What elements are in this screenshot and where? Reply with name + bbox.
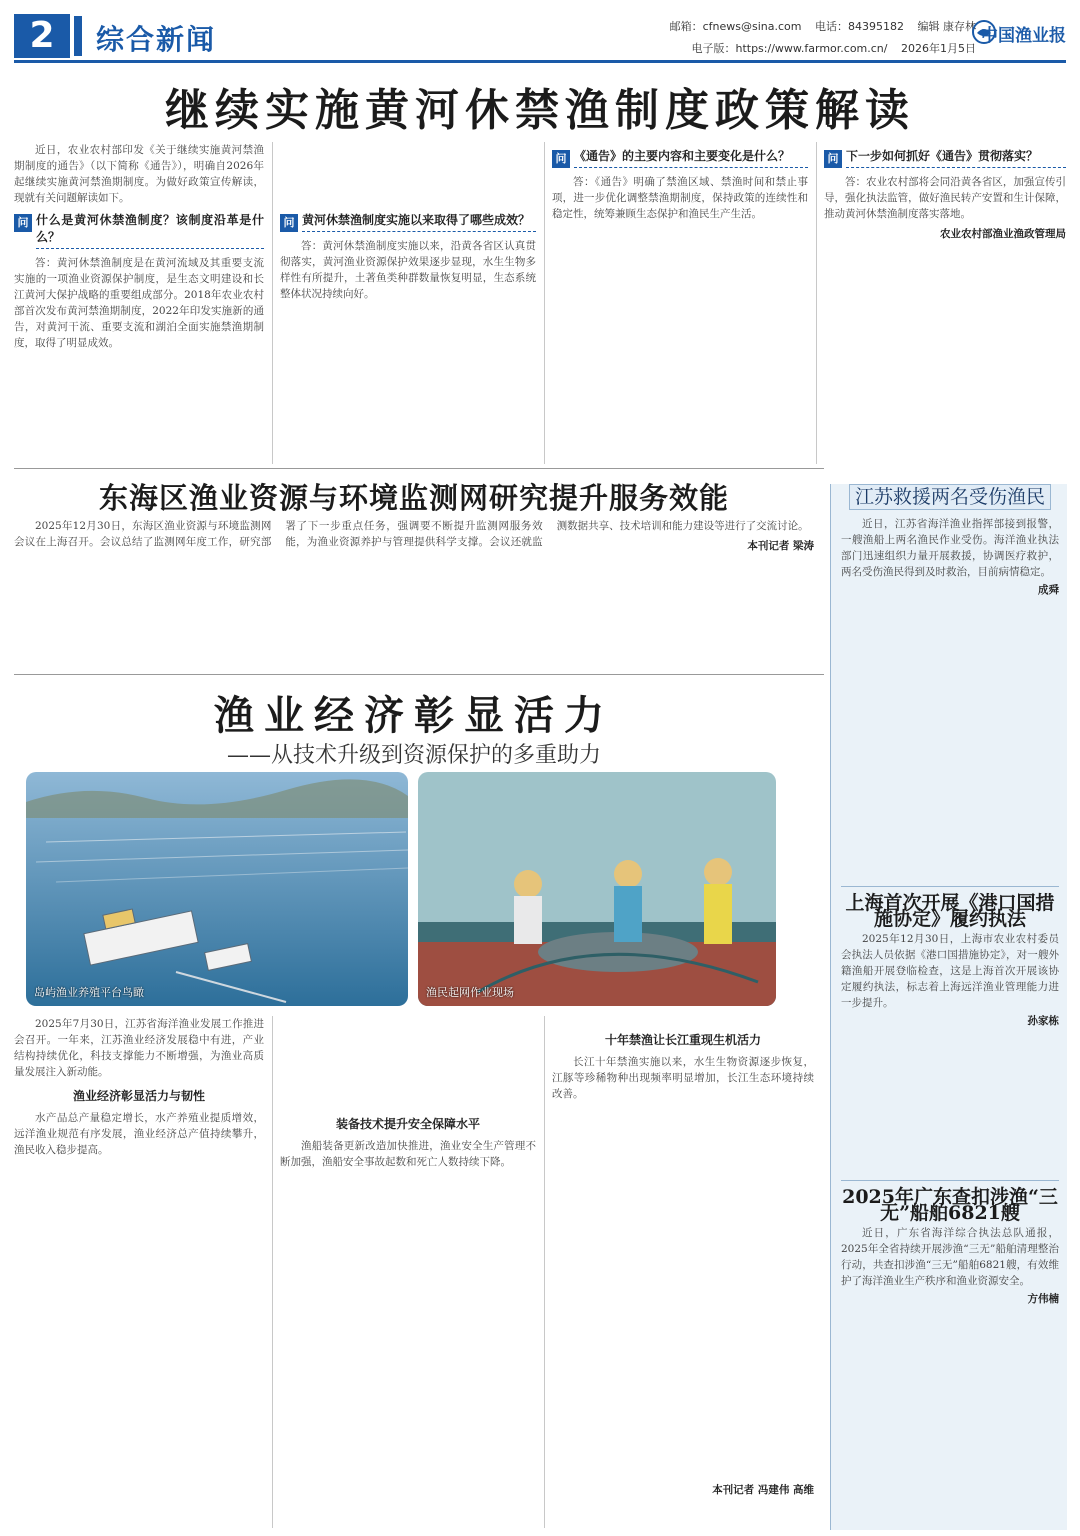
phone-text: 电话：84395182 [815,20,904,33]
feature-byline: 本刊记者 冯建伟 高维 [712,1484,814,1496]
feature-body: 渔船装备更新改造加快推进，渔业安全生产管理不断加强，渔船安全事故起数和死亡人数持续下降。 [280,1140,536,1168]
masthead [14,12,1066,60]
answer-text: 答：黄河休禁渔制度是在黄河流域及其重要支流实施的一项渔业资源保护制度，是生态文明建设和长江黄河大保护战略的重要组成部分。2018年农业农村部首次发布黄河禁渔期制度，2022年印发实施新的通告，对黄河干流、重要支流和湖泊全面实施禁渔期制度，取得了明显成效。 [14,257,264,349]
sidebar-author: 孙家栋 [1027,1015,1059,1027]
feature-body: 水产品总产量稳定增长，水产养殖业提质增效，远洋渔业规范有序发展，渔业经济总产值持续攀升，渔民收入稳步提高。 [14,1112,264,1156]
feature-intro: 2025年7月30日，江苏省海洋渔业发展工作推进会召开。一年来，江苏渔业经济发展稳中有进，产业结构持续优化，科技支撑能力不断增强，为渔业高质量发展注入新动能。 [14,1018,264,1078]
column-rule [272,1016,273,1528]
feature-subhead: 渔业经济彰显活力与韧性 [72,1089,205,1103]
masthead-rule [14,60,1066,63]
lead-column-1 [14,142,264,464]
photo-island-aquaculture [26,772,408,1006]
feature-column-2 [280,1016,536,1528]
question-1 [14,212,264,249]
sidebar-title: 2025年广东查扣涉渔“三无”船舶6821艘 [842,1186,1058,1224]
question-badge: 问 [14,214,32,232]
lead-column-3 [552,142,808,464]
sidebar-separator [841,886,1059,887]
question-4 [824,148,1066,168]
feature-column-3 [552,1016,814,1528]
question-text: 黄河休禁渔制度实施以来取得了哪些成效？ [302,212,536,232]
lead-column-4 [824,142,1066,464]
question-badge: 问 [280,214,298,232]
fishermen-image [418,772,776,1006]
section-divider [74,16,82,56]
paper-name: 中国渔业报 [981,26,1066,46]
question-text: 什么是黄河休禁渔制度？该制度沿革是什么？ [36,212,264,249]
photo-caption: 渔民起网作业现场 [426,986,514,999]
lead-column-2 [280,142,536,464]
contact-line [660,18,976,34]
feature-column-1 [14,1016,264,1528]
sidebar-item-guangdong [841,1174,1059,1307]
column-rule [544,1016,545,1528]
question-2 [280,212,536,232]
feature-body: 长江十年禁渔实施以来，水生生物资源逐步恢复，江豚等珍稀物种出现频率明显增加，长江生态环境持续改善。 [552,1056,814,1100]
epaper-link[interactable]: 电子版：https://www.farmor.com.cn/ [691,42,888,55]
feature-subhead: 装备技术提升安全保障水平 [335,1117,480,1131]
news-sidebar [830,484,1067,1530]
answer-text: 答：农业农村部将会同沿黄各省区，加强宣传引导，强化执法监管，做好渔民转产安置和生计保障，推动黄河休禁渔制度落实落地。 [824,176,1066,220]
question-text: 《通告》的主要内容和主要变化是什么？ [574,148,808,168]
edition-line [681,40,976,56]
section-divider-line [14,468,824,469]
date-text: 2026年1月5日 [901,42,976,55]
column-rule [272,142,273,464]
email-text: 邮箱：cfnews@sina.com [669,20,802,33]
page-number: 2 [14,14,70,58]
sidebar-author: 方伟楠 [1027,1293,1059,1305]
question-text: 下一步如何抓好《通告》贯彻落实？ [846,148,1066,168]
sidebar-title: 上海首次开展《港口国措施协定》履约执法 [845,892,1055,930]
island-aquaculture-image [26,772,408,1006]
sidebar-item-jiangsu [841,484,1059,598]
sidebar-body: 近日，广东省海洋综合执法总队通报，2025年全省持续开展涉渔“三无”船舶清理整治行动，共查扣涉渔“三无”船舶6821艘，有效维护了海洋渔业生产秩序和渔业资源安全。 [841,1227,1059,1287]
sidebar-author: 成舜 [1038,584,1059,596]
lead-headline: 继续实施黄河休禁渔制度政策解读 [165,85,915,136]
lead-source: 农业农村部渔业渔政管理局 [940,228,1066,240]
sidebar-body: 近日，江苏省海洋渔业指挥部接到报警，一艘渔船上两名渔民作业受伤。海洋渔业执法部门迅速组织力量开展救援，协调医疗救护，两名受伤渔民得到及时救治，目前病情稳定。 [841,518,1059,578]
feature-subheadline: ——从技术升级到资源保护的多重助力 [226,743,601,768]
feature-headline: 渔业经济彰显活力 [214,692,614,739]
column-rule [816,142,817,464]
second-byline: 本刊记者 梁涛 [747,540,814,552]
feature-subhead: 十年禁渔让长江重现生机活力 [604,1033,761,1047]
photo-caption: 岛屿渔业养殖平台鸟瞰 [34,986,144,999]
section-divider-line [14,674,824,675]
editor-text: 编辑 康存林 [917,20,976,33]
lead-intro: 近日，农业农村部印发《关于继续实施黄河禁渔期制度的通告》（以下简称《通告》），明确自2026年起继续实施黄河禁渔期制度。为做好政策宣传解读，现就有关问题解读如下。 [14,144,264,204]
question-badge: 问 [824,150,842,168]
answer-text: 答：黄河休禁渔制度实施以来，沿黄各省区认真贯彻落实，黄河渔业资源保护效果逐步显现，水生生物多样性有所提升，土著鱼类种群数量恢复明显，生态系统整体状况持续向好。 [280,240,536,300]
answer-text: 答：《通告》明确了禁渔区域、禁渔时间和禁止事项，进一步优化调整禁渔期制度，保持政策的连续性和稳定性，统筹兼顾生态保护和渔民生产生活。 [552,176,808,220]
sidebar-separator [841,1180,1059,1181]
second-headline: 东海区渔业资源与环境监测网研究提升服务效能 [98,481,729,515]
question-badge: 问 [552,150,570,168]
sidebar-body: 2025年12月30日，上海市农业农村委员会执法人员依据《港口国措施协定》，对一艘外籍渔船开展登临检查，这是上海首次开展该协定履约执法，标志着上海远洋渔业管理能力进一步提升。 [841,933,1059,1009]
second-article-text: 2025年12月30日，东海区渔业资源与环境监测网会议在上海召开。会议总结了监测网年度工作，研究部署了下一步重点任务，强调要不断提升监测网服务效能，为渔业资源养护与管理提供科学支撑。会议还就监测数据共享、技术培训和能力建设等进行了交流讨论。 [14,520,809,548]
sidebar-item-shanghai [841,880,1059,1029]
section-title: 综合新闻 [96,23,217,56]
second-article-body [14,518,814,668]
question-3 [552,148,808,168]
photo-fishermen-netting [418,772,776,1006]
sidebar-title: 江苏救援两名受伤渔民 [849,484,1051,510]
column-rule [544,142,545,464]
